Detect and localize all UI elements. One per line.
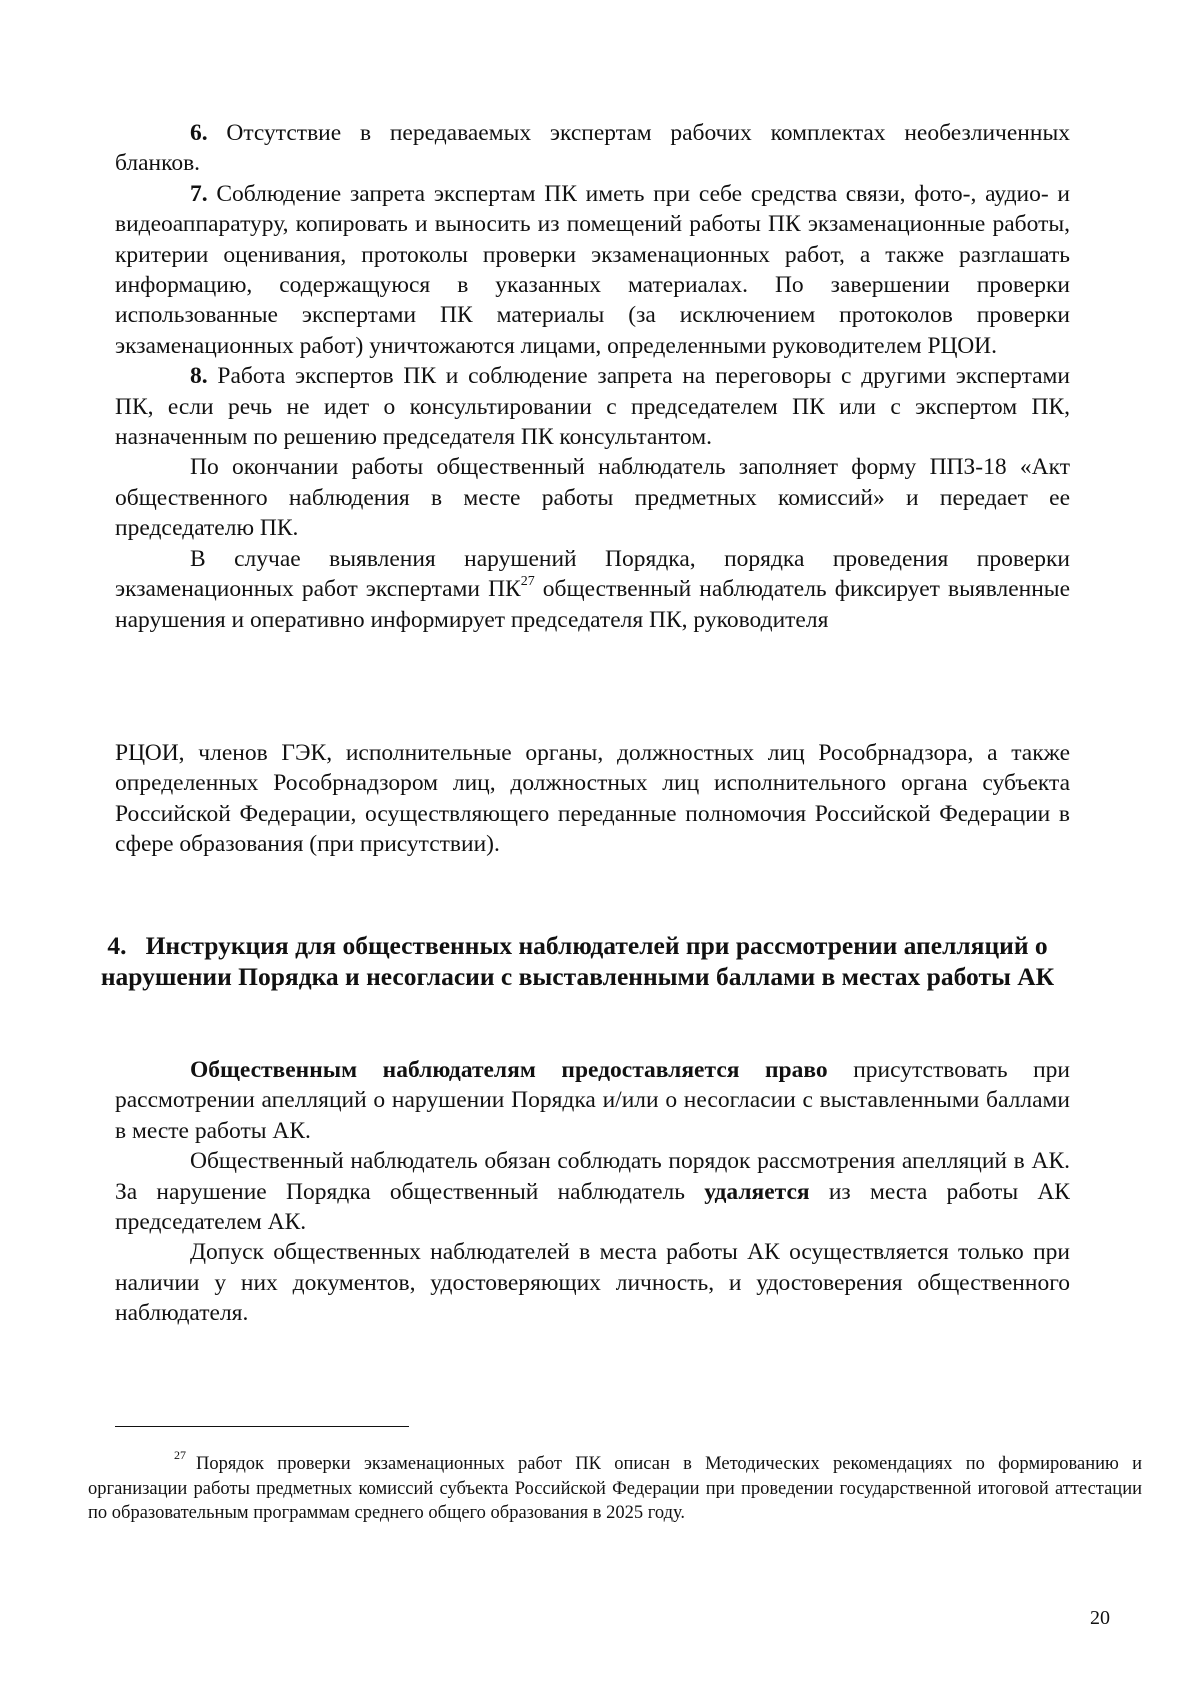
list-item-text: Работа экспертов ПК и соблюдение запрета на переговоры с другими экспертами ПК, если речь не идет о консультировании с председателем ПК или с экспертом ПК, назначенным по решению председателя ПК консультантом. (115, 363, 1070, 451)
footnote (88, 1447, 1142, 1526)
section-3-text (115, 118, 1070, 635)
footnote-mark: 27 (174, 1447, 186, 1462)
paragraph-violations (115, 544, 1070, 635)
section-4-heading (85, 930, 1070, 992)
obligation-bold-text: удаляется (704, 1178, 810, 1205)
list-item-6 (115, 118, 1070, 179)
heading-text: Инструкция для общественных наблюдателей при рассмотрении апелляций о нарушении Порядка и несогласии с выставленными баллами в местах работы АК (100, 931, 1055, 991)
heading-number: 4. (107, 931, 127, 960)
paragraph-obligation (115, 1146, 1070, 1237)
list-item-number: 7. (190, 180, 208, 207)
footnote-reference: 27 (520, 574, 535, 590)
obligation-text-before: Общественный наблюдатель обязан соблюдать порядок рассмотрения апелляций в АК. За нарушение Порядка общественный наблюдатель (115, 1148, 1070, 1205)
section-3-continuation (115, 738, 1070, 860)
footnote-separator (115, 1426, 409, 1427)
rights-text: присутствовать при рассмотрении апелляций о нарушении Порядка и/или о несогласии с выставленными баллами в месте работы АК. (115, 1057, 1071, 1144)
rights-bold-text: Общественным наблюдателям предоставляется право (190, 1057, 828, 1083)
paragraph-rights (115, 1055, 1070, 1146)
page-number: 20 (1090, 1607, 1110, 1629)
list-item-8 (115, 361, 1070, 452)
paragraph-after-work: По окончании работы общественный наблюдатель заполняет форму ППЗ-18 «Акт общественного наблюдения в месте работы предметных комиссий» и передает ее председателю ПК. (115, 454, 1070, 542)
list-item-text: Соблюдение запрета экспертам ПК иметь при себе средства связи, фото-, аудио- и видеоаппаратуру, копировать и выносить из помещений работы ПК экзаменационные работы, критерии оценивания, протоколы проверки экзаменационных работ, а также разглашать информацию, содержащуюся в указанных материалах. По завершении проверки использованные экспертами ПК материалы (за исключением протоколов проверки экзаменационных работ) уничтожаются лицами, определенными руководителем РЦОИ. (115, 180, 1070, 359)
paragraph-continuation: РЦОИ, членов ГЭК, исполнительные органы, должностных лиц Рособрнадзора, а также определенных Рособрнадзором лиц, должностных лиц исполнительного органа субъекта Российской Федерации, осуществляющего переданные полномочия Российской Федерации в сфере образования (при присутствии). (115, 740, 1070, 858)
violations-text-before-ref: В случае выявления нарушений Порядка, порядка проведения проверки экзаменационных работ экспертами ПК (115, 545, 1070, 603)
list-item-7 (115, 179, 1070, 361)
footnote-text: Порядок проверки экзаменационных работ ПК описан в Методических рекомендациях по формированию и организации работы предметных комиссий субъекта Российской Федерации при проведении государственной итоговой аттестации по образовательным программам среднего общего образования в 2025 году. (88, 1454, 1142, 1524)
list-item-number: 8. (190, 363, 208, 390)
violations-text-after-ref: общественный наблюдатель фиксирует выявленные нарушения и оперативно информирует председателя ПК, руководителя (115, 576, 1071, 633)
section-4-text (115, 1055, 1070, 1329)
obligation-text-after: из места работы АК председателем АК. (115, 1178, 1070, 1236)
paragraph-admission: Допуск общественных наблюдателей в места работы АК осуществляется только при наличии у них документов, удостоверяющих личность, и удостоверения общественного наблюдателя. (115, 1239, 1070, 1327)
list-item-text: Отсутствие в передаваемых экспертам рабочих комплектах необезличенных бланков. (115, 120, 1070, 177)
list-item-number: 6. (190, 120, 208, 146)
